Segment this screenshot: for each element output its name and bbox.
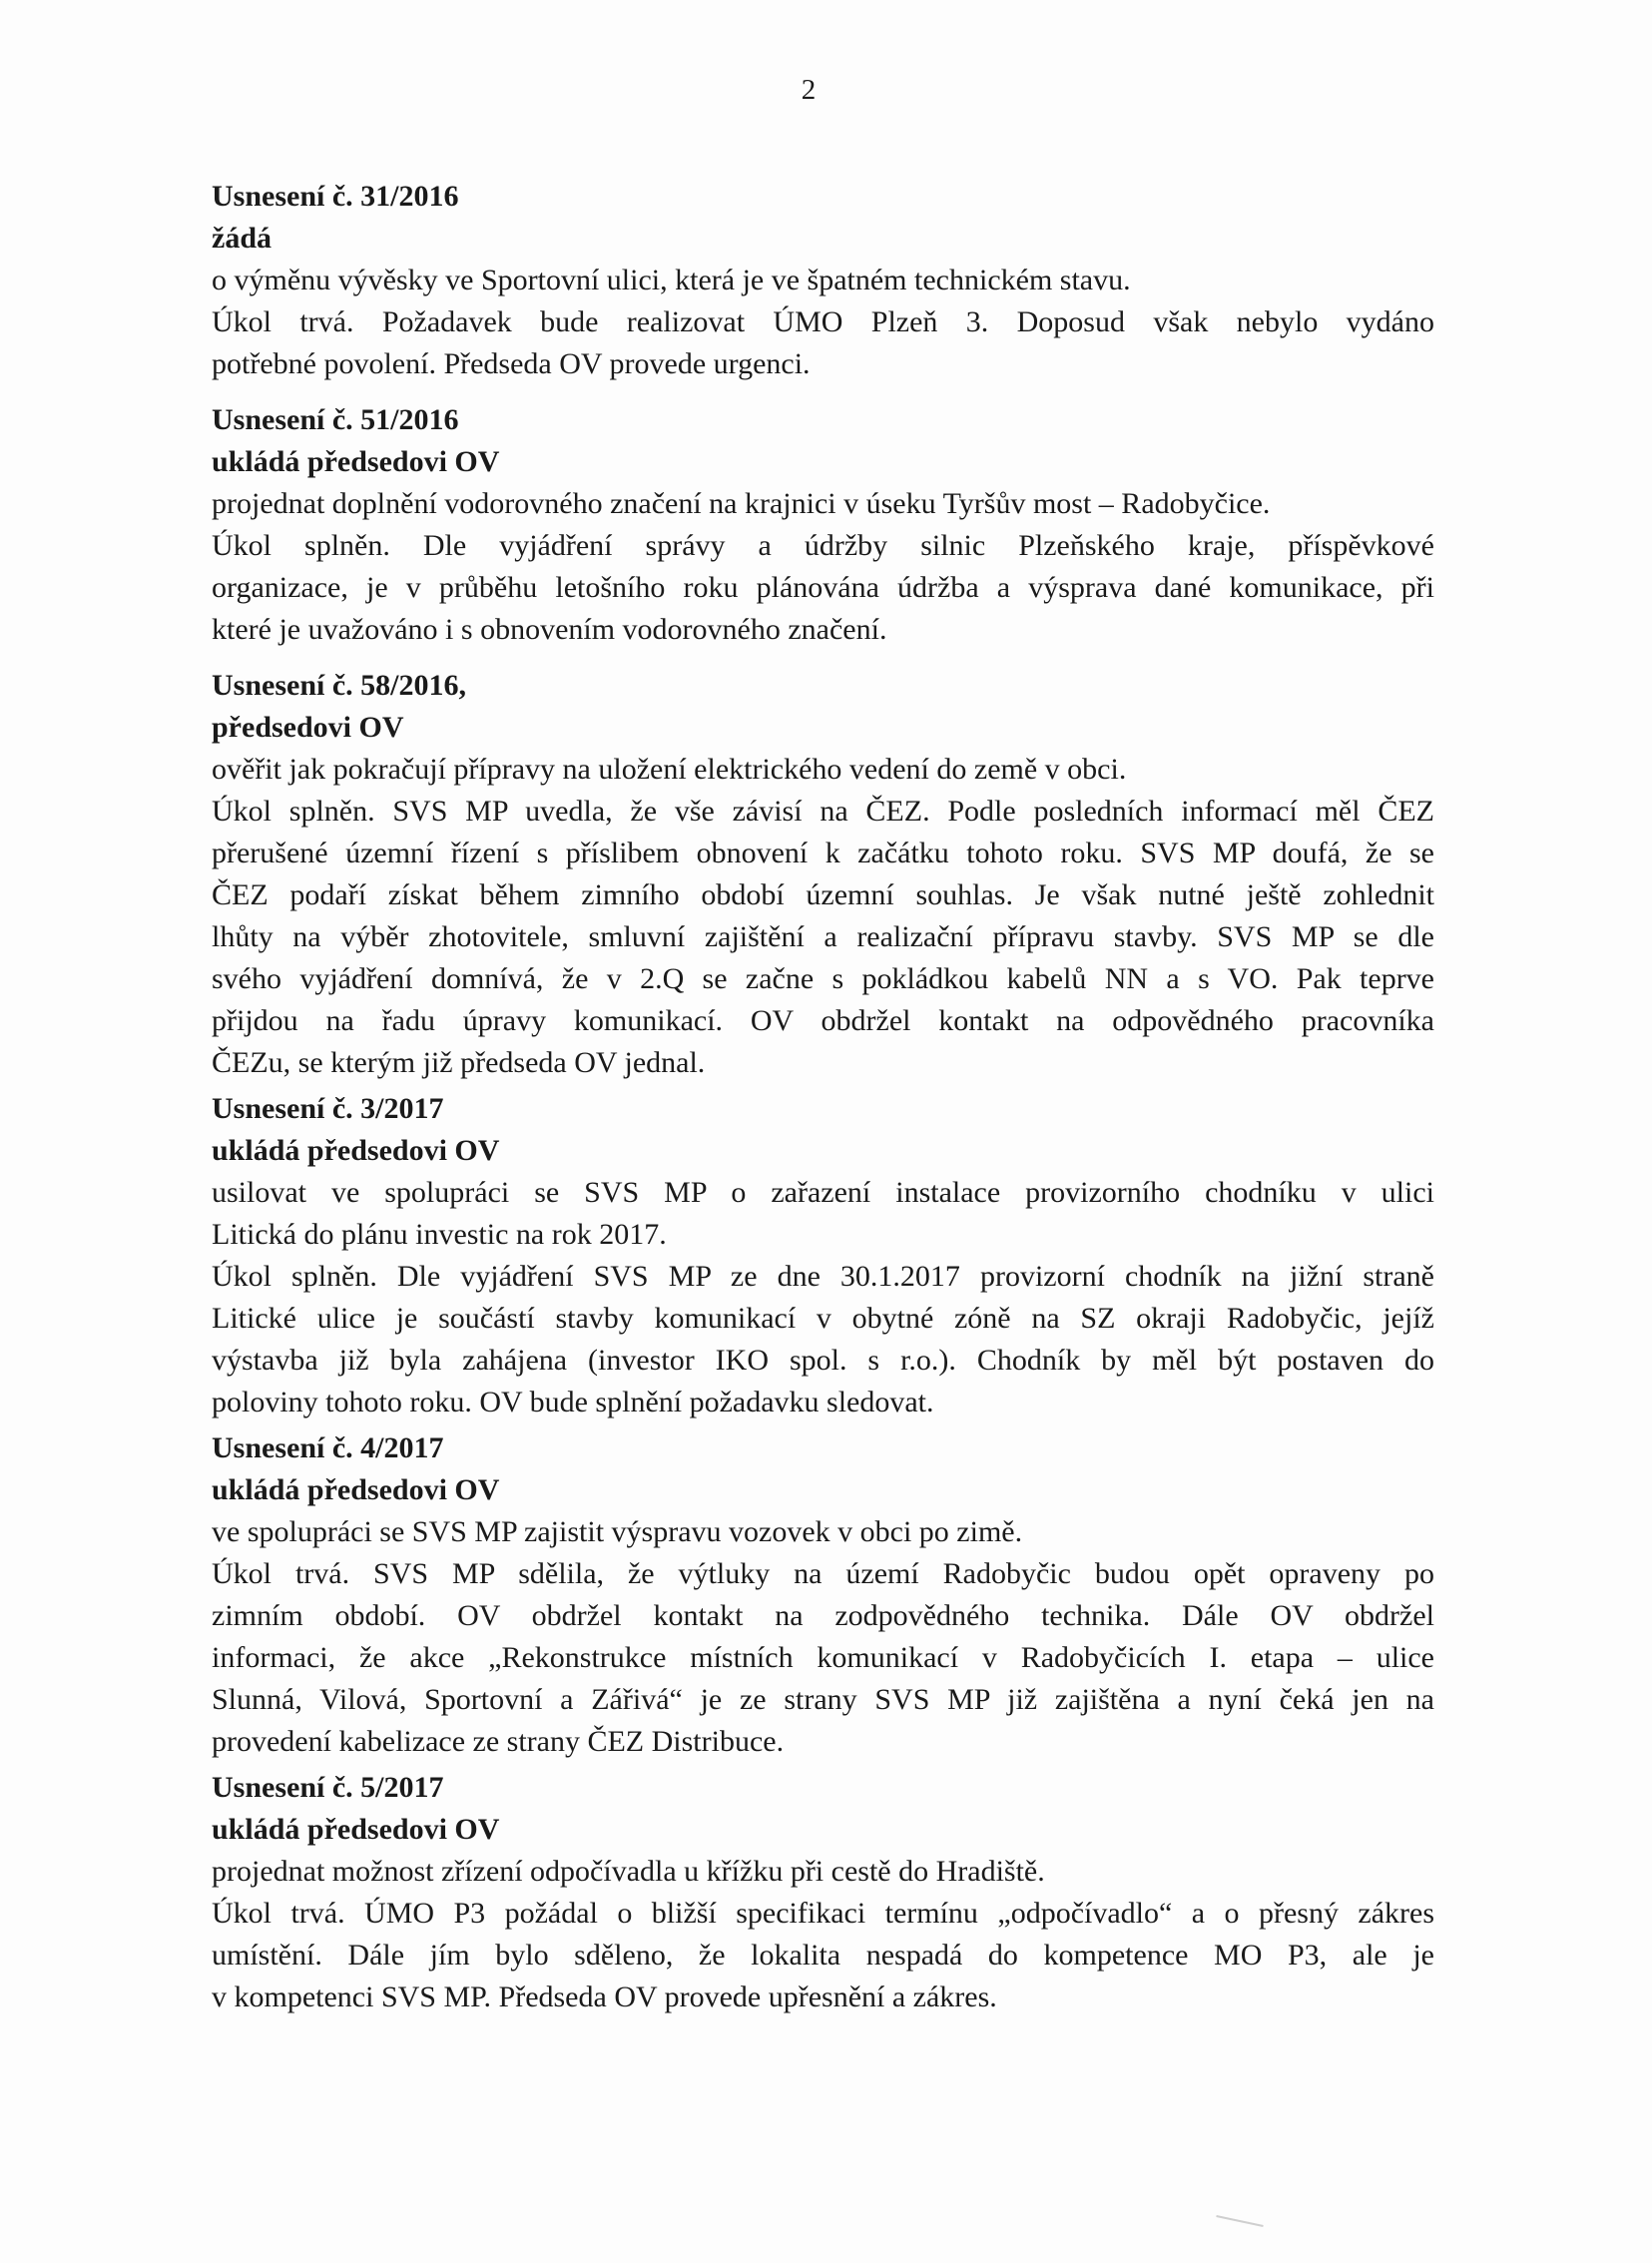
- resolution-heading: Usnesení č. 5/2017: [212, 1771, 444, 1804]
- resolution-text-line: výstavba již byla zahájena (investor IKO spol. s r.o.). Chodník by měl být postaven do: [212, 1344, 1434, 1377]
- resolution-block: [212, 399, 1434, 651]
- resolution-text-line: organizace, je v průběhu letošního roku plánována údržba a výsprava dané komunikace, při: [212, 571, 1434, 604]
- resolution-text-line: lhůty na výběr zhotovitele, smluvní zajištění a realizační přípravu stavby. SVS MP se dle: [212, 920, 1434, 953]
- resolution-text-line: ČEZu, se kterým již předseda OV jednal.: [212, 1046, 706, 1079]
- resolution-text-line: Litická do plánu investic na rok 2017.: [212, 1218, 667, 1251]
- resolution-text-line: usilovat ve spolupráci se SVS MP o zařazení instalace provizorního chodníku v ulici: [212, 1176, 1434, 1209]
- resolution-text-line: o výměnu vývěsky ve Sportovní ulici, která je ve špatném technickém stavu.: [212, 264, 1131, 296]
- resolution-text-line: umístění. Dále jím bylo sděleno, že lokalita nespadá do kompetence MO P3, ale je: [212, 1939, 1434, 1972]
- resolution-block: [212, 176, 1434, 385]
- resolution-action: žádá: [212, 222, 272, 255]
- resolution-block: [212, 1088, 1434, 1423]
- resolution-text-line: Úkol trvá. Požadavek bude realizovat ÚMO Plzeň 3. Doposud však nebylo vydáno: [212, 305, 1434, 338]
- resolution-text-line: Úkol splněn. SVS MP uvedla, že vše závisí na ČEZ. Podle posledních informací měl ČEZ: [212, 795, 1434, 828]
- resolution-text-line: ve spolupráci se SVS MP zajistit výspravu vozovek v obci po zimě.: [212, 1515, 1023, 1548]
- resolution-text-line: Úkol trvá. ÚMO P3 požádal o bližší specifikaci termínu „odpočívadlo“ a o přesný zákres: [212, 1897, 1434, 1930]
- resolution-text-line: přerušené územní řízení s příslibem obnovení k začátku tohoto roku. SVS MP doufá, že se: [212, 837, 1434, 869]
- resolution-text-line: Litické ulice je součástí stavby komunikací v obytné zóně na SZ okraji Radobyčic, jejíž: [212, 1302, 1434, 1335]
- resolution-block: [212, 665, 1434, 1084]
- resolution-heading: Usnesení č. 31/2016: [212, 180, 459, 213]
- resolution-heading: Usnesení č. 51/2016: [212, 403, 459, 436]
- resolution-text-line: zimním období. OV obdržel kontakt na zodpovědného technika. Dále OV obdržel: [212, 1599, 1434, 1632]
- resolution-action: ukládá předsedovi OV: [212, 1134, 500, 1167]
- resolution-text-line: ověřit jak pokračují přípravy na uložení elektrického vedení do země v obci.: [212, 753, 1127, 786]
- resolution-text-line: Úkol trvá. SVS MP sdělila, že výtluky na území Radobyčic budou opět opraveny po: [212, 1557, 1434, 1590]
- resolution-text-line: Úkol splněn. Dle vyjádření správy a údržby silnic Plzeňského kraje, příspěvkové: [212, 529, 1434, 562]
- resolution-text-line: provedení kabelizace ze strany ČEZ Distribuce.: [212, 1725, 785, 1758]
- resolution-action: předsedovi OV: [212, 711, 404, 744]
- resolution-text-line: které je uvažováno i s obnovením vodorovného značení.: [212, 613, 887, 646]
- resolution-block: [212, 1427, 1434, 1763]
- resolution-text-line: ČEZ podaří získat během zimního období územní souhlas. Je však nutné ještě zohlednit: [212, 878, 1434, 911]
- resolution-text-line: Slunná, Vilová, Sportovní a Zářivá“ je ze strany SVS MP již zajištěna a nyní čeká jen na: [212, 1683, 1434, 1716]
- resolution-text-line: projednat doplnění vodorovného značení na krajnici v úseku Tyršův most – Radobyčice.: [212, 487, 1271, 520]
- resolution-text-line: svého vyjádření domnívá, že v 2.Q se začne s pokládkou kabelů NN a s VO. Pak teprve: [212, 962, 1434, 995]
- scan-artifact: [1216, 2215, 1263, 2227]
- resolution-action: ukládá předsedovi OV: [212, 1813, 500, 1846]
- resolution-heading: Usnesení č. 4/2017: [212, 1431, 444, 1464]
- resolution-text-line: projednat možnost zřízení odpočívadla u křížku při cestě do Hradiště.: [212, 1855, 1045, 1888]
- page-number: 2: [801, 74, 817, 106]
- resolution-action: ukládá předsedovi OV: [212, 445, 500, 478]
- resolution-text-line: poloviny tohoto roku. OV bude splnění požadavku sledovat.: [212, 1386, 934, 1418]
- resolution-action: ukládá předsedovi OV: [212, 1473, 500, 1506]
- resolution-heading: Usnesení č. 3/2017: [212, 1092, 444, 1125]
- resolution-heading: Usnesení č. 58/2016,: [212, 669, 466, 702]
- resolution-text-line: potřebné povolení. Předseda OV provede urgenci.: [212, 347, 811, 380]
- resolution-text-line: v kompetenci SVS MP. Předseda OV provede upřesnění a zákres.: [212, 1980, 997, 2013]
- resolution-block: [212, 1767, 1434, 2018]
- resolution-text-line: informaci, že akce „Rekonstrukce místních komunikací v Radobyčicích I. etapa – ulice: [212, 1641, 1434, 1674]
- resolution-text-line: přijdou na řadu úpravy komunikací. OV obdržel kontakt na odpovědného pracovníka: [212, 1004, 1434, 1037]
- resolution-text-line: Úkol splněn. Dle vyjádření SVS MP ze dne 30.1.2017 provizorní chodník na jižní straně: [212, 1260, 1434, 1293]
